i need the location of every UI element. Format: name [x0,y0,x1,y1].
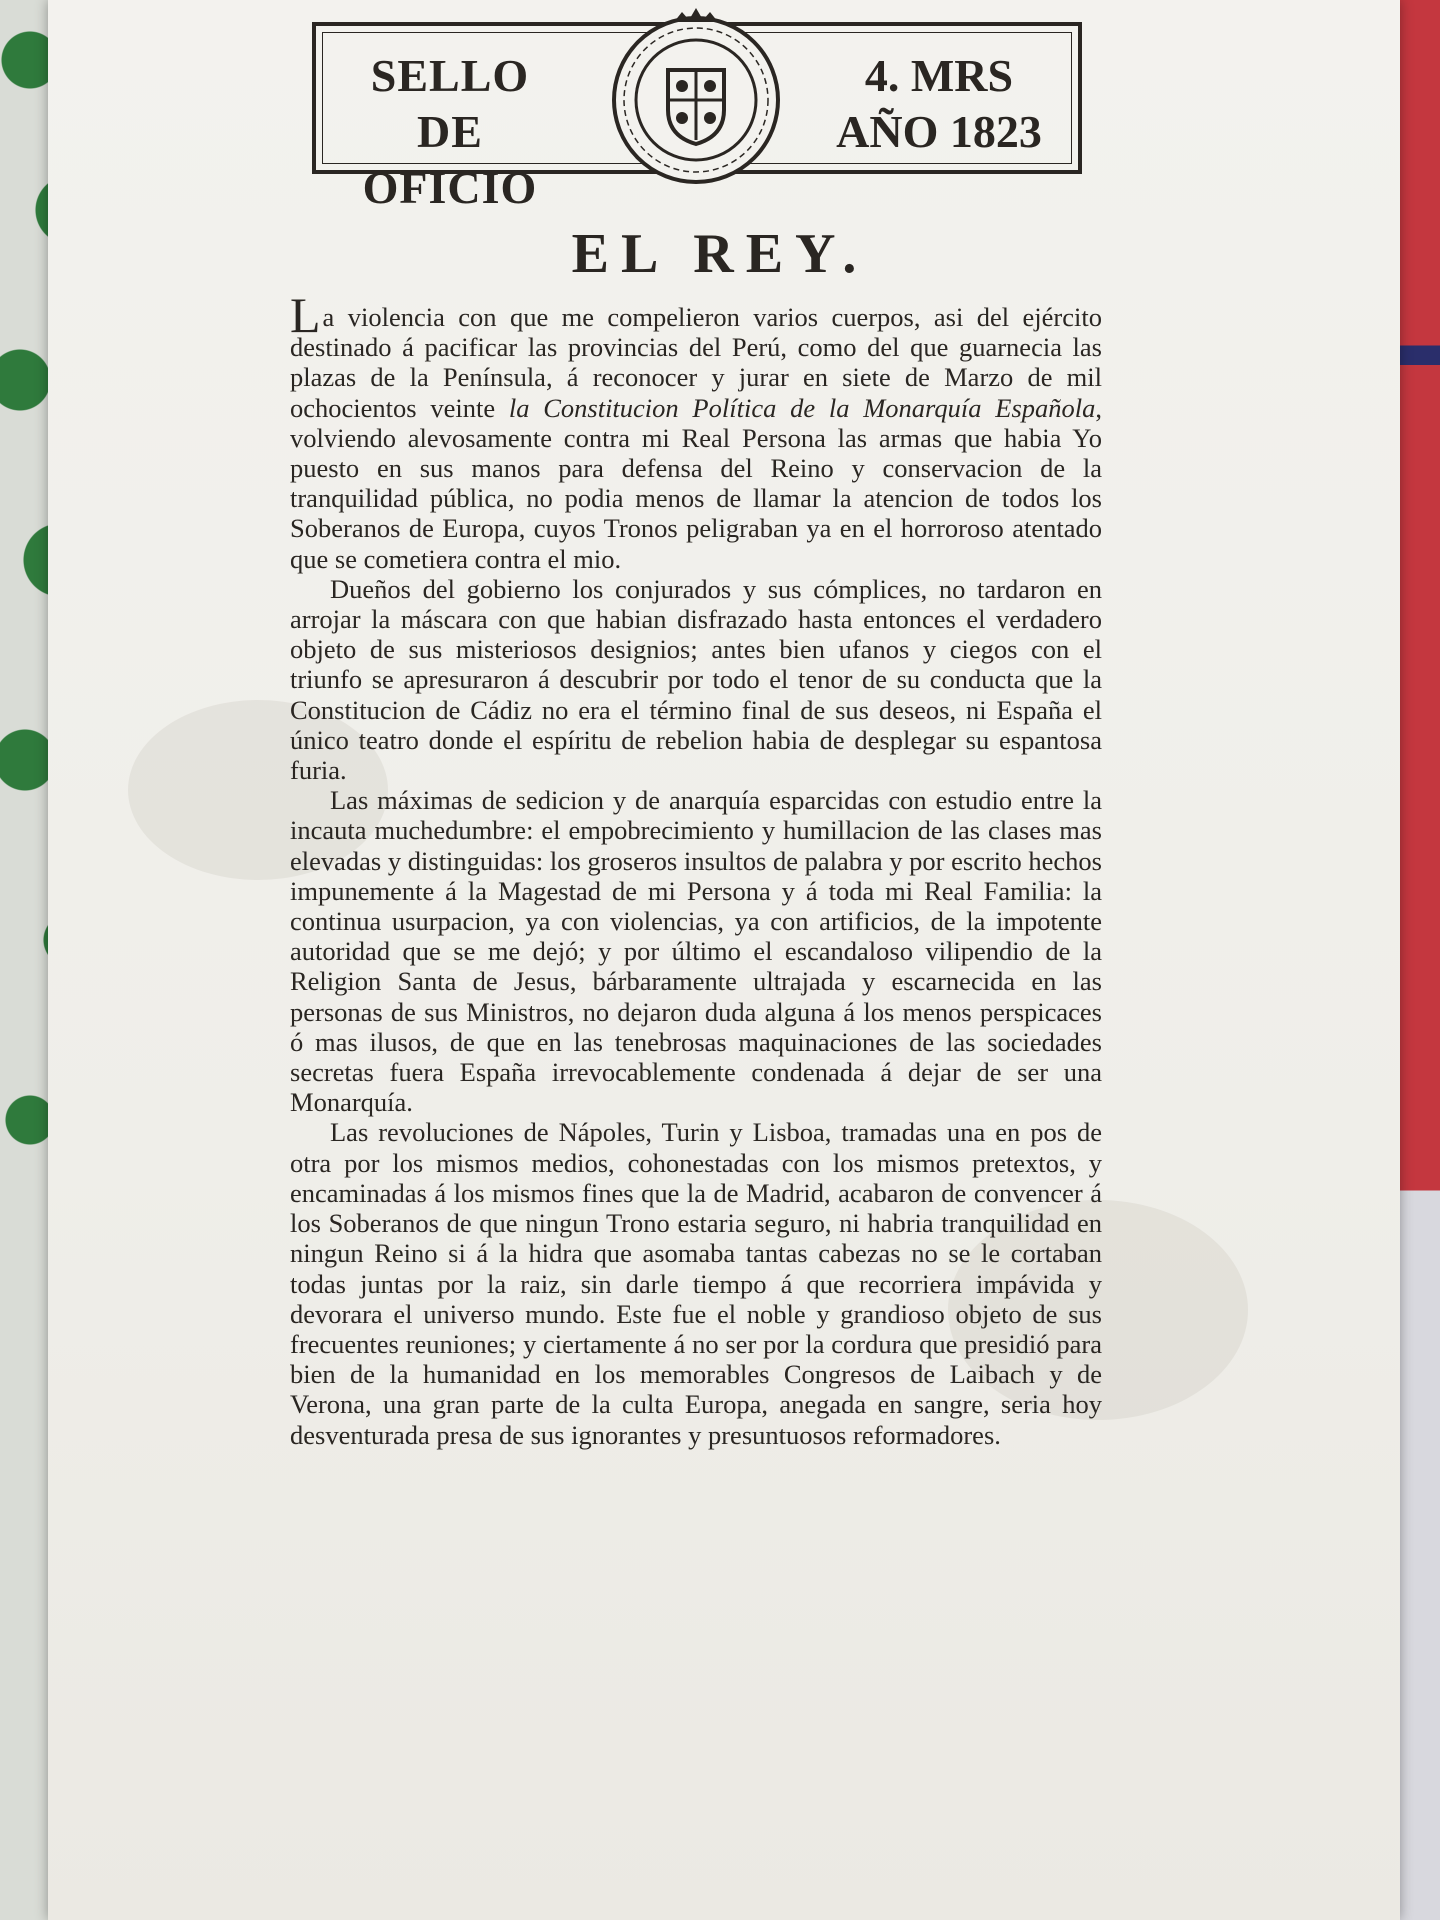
paragraph-1 [290,287,1102,574]
stamp-left-line1: SELLO DE [370,50,530,157]
royal-seal-icon [596,0,796,200]
paragraph-4: Las revoluciones de Nápoles, Turin y Lisboa, tramadas una en pos de otra por los mismos medios, cohonestadas con los mismos pretextos, y encaminadas á los mismos fines que la de Madrid, acabaron de convencer á los Soberanos de que ningun Trono estaria seguro, ni habria tranquilidad en ningun Reino si á la hidra que asomaba tantas cabezas no se le cortaban todas juntas por la raiz, sin darle tiempo á que recorriera impávida y devorara el universo mundo. Este fue el noble y grandioso objeto de sus frecuentes reuniones; y ciertamente á no ser por la cordura que presidió para bien de la humanidad en los memorables Congresos de Laibach y de Verona, una gran parte de la culta Europa, anegada en sangre, seria hoy desventurada presa de sus ignorantes y presuntuosos reformadores. [290,1117,1102,1450]
stamp-right-text [824,48,1054,160]
drop-cap: L [290,287,321,343]
paragraph-3: Las máximas de sedicion y de anarquía esparcidas con estudio entre la incauta muchedumbre: el empobrecimiento y humillacion de las clases mas elevadas y distinguidas: los groseros insultos de palabra y por escrito hechos impunemente á la Magestad de mi Persona y á toda mi Real Familia: la continua usurpacion, ya con violencias, ya con artificios, de la impotente autoridad que se me dejó; y por último el escandaloso vilipendio de la Religion Santa de Jesus, bárbaramente ultrajada y escarnecida en las personas de sus Ministros, no dejaron duda alguna á los menos perspicaces ó mas ilusos, de que en las tenebrosas maquinaciones de las sociedades secretas fuera España irrevocablemente condenada á dejar de ser una Monarquía. [290,785,1102,1118]
stamp-right-line1: 4. MRS [864,50,1014,101]
paragraph-2: Dueños del gobierno los conjurados y sus cómplices, no tardaron en arrojar la máscara con que habian disfrazado hasta entonces el verdadero objeto de sus misteriosos designios; antes bien ufanos y ciegos con el triunfo se apresuraron á descubrir por todo el tenor de su conducta que la Constitucion de Cádiz no era el término final de sus deseos, ni España el único teatro donde el espíritu de rebelion habia de desplegar su espantosa furia. [290,573,1102,786]
document-body [290,287,1102,1450]
page-title: EL REY. [571,223,869,285]
stamp-left-text [340,48,560,216]
paragraph-1-text: a violencia con que me compelieron varios cuerpos, asi del ejército destinado á pacificar las provincias del Perú, como del que guarnecia las plazas de la Península, á reconocer y jurar en siete de Marzo de mil ochocientos veinte [290,302,1102,423]
stamp-left-line2: OFICIO [362,162,538,213]
paragraph-1-italic: la Constitucion Política de la Monarquía Española [508,392,1096,423]
stamp-right-line2: AÑO 1823 [836,106,1042,157]
paragraph-1-text-end: , volviendo alevosamente contra mi Real Persona las armas que habia Yo puesto en sus manos para defensa del Reino y conservacion de la tranquilidad pública, no podia menos de llamar la atencion de todos los Soberanos de Europa, cuyos Tronos peligraban ya en el horroroso atentado que se cometiera contra el mio. [290,392,1102,574]
